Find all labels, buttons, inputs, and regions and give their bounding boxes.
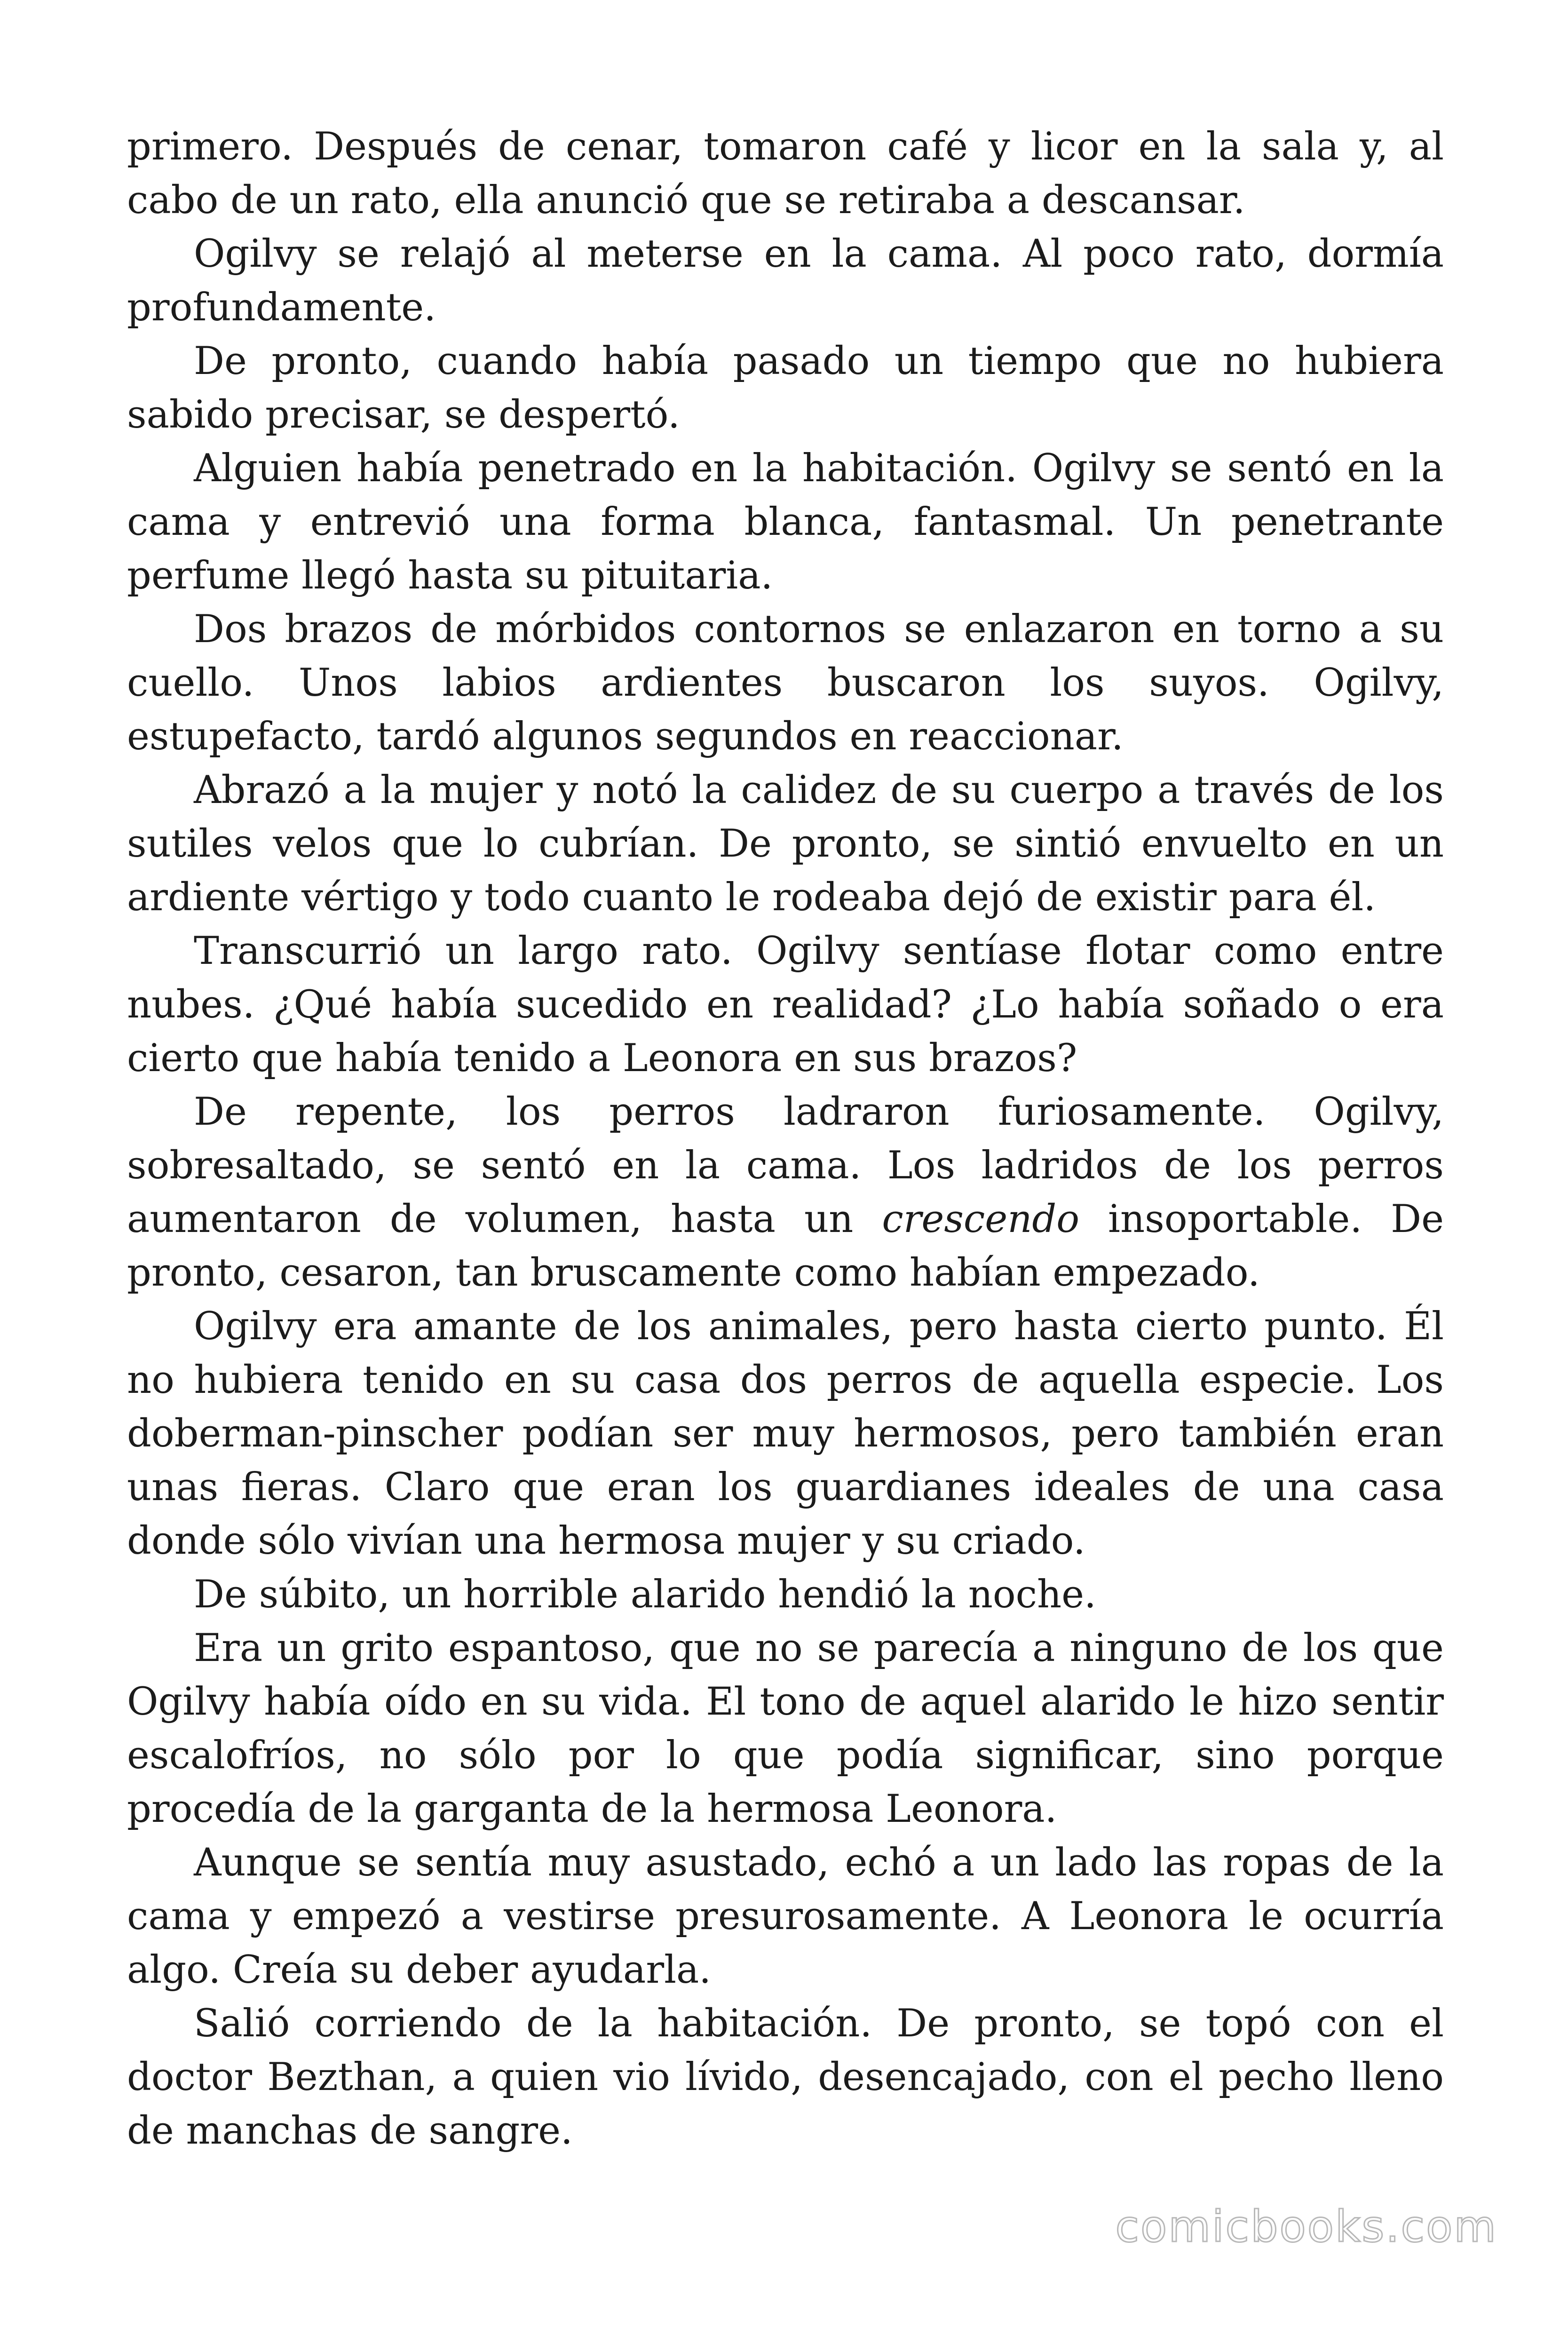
page-text: [127, 120, 1444, 2158]
paragraph-text: Transcurrió un largo rato. Ogilvy sentíase flotar como entre nubes. ¿Qué había sucedido en realidad? ¿Lo había soñado o era cierto que había tenido a Leonora en sus brazos?: [127, 929, 1444, 1081]
paragraph-1: [127, 120, 1444, 227]
paragraph-13: [127, 1997, 1444, 2158]
paragraph-text: Ogilvy era amante de los animales, pero hasta cierto punto. Él no hubiera tenido en su casa dos perros de aquella especie. Los doberman-pinscher podían ser muy hermosos, pero también eran unas fieras. Claro que eran los guardianes ideales de una casa donde sólo vivían una hermosa mujer y su criado.: [127, 1304, 1444, 1563]
paragraph-text: Salió corriendo de la habitación. De pronto, se topó con el doctor Bezthan, a quien vio lívido, desencajado, con el pecho lleno de manchas de sangre.: [127, 2002, 1444, 2153]
paragraph-7: [127, 924, 1444, 1085]
paragraph-5: [127, 603, 1444, 763]
paragraph-text: Alguien había penetrado en la habitación. Ogilvy se sentó en la cama y entrevió una forma blanca, fantasmal. Un penetrante perfume llegó hasta su pituitaria.: [127, 446, 1444, 598]
italic-word: crescendo: [882, 1197, 1080, 1241]
paragraph-text: De súbito, un horrible alarido hendió la noche.: [194, 1573, 1096, 1617]
paragraph-text: Era un grito espantoso, que no se parecía a ninguno de los que Ogilvy había oído en su vida. El tono de aquel alarido le hizo sentir escalofríos, no sólo por lo que podía significar, sino porque procedía de la garganta de la hermosa Leonora.: [127, 1626, 1444, 1831]
paragraph-text: Ogilvy se relajó al meterse en la cama. Al poco rato, dormía profundamente.: [127, 232, 1444, 330]
paragraph-text: Abrazó a la mujer y notó la calidez de su cuerpo a través de los sutiles velos que lo cubrían. De pronto, se sintió envuelto en un ardiente vértigo y todo cuanto le rodeaba dejó de existir para él.: [127, 768, 1444, 920]
paragraph-2: [127, 227, 1444, 334]
paragraph-12: [127, 1836, 1444, 1997]
paragraph-text: De pronto, cuando había pasado un tiempo que no hubiera sabido precisar, se despertó.: [127, 339, 1444, 437]
paragraph-9: [127, 1300, 1444, 1568]
paragraph-text: primero. Después de cenar, tomaron café y licor en la sala y, al cabo de un rato, ella anunció que se retiraba a descansar.: [127, 125, 1444, 222]
paragraph-text: De repente, los perros ladraron furiosamente. Ogilvy, sobresaltado, se sentó en la cama. Los ladridos de los perros aumentaron de volumen, hasta un: [127, 1090, 1444, 1241]
paragraph-6: [127, 763, 1444, 924]
paragraph-10: [127, 1568, 1444, 1621]
paragraph-3: [127, 334, 1444, 442]
paragraph-text: Aunque se sentía muy asustado, echó a un lado las ropas de la cama y empezó a vestirse presurosamente. A Leonora le ocurría algo. Creía su deber ayudarla.: [127, 1841, 1444, 1992]
paragraph-4: [127, 442, 1444, 603]
watermark-logo: comicbooks.com: [1115, 2201, 1497, 2252]
paragraph-8: [127, 1085, 1444, 1300]
paragraph-text: insoportable. De pronto, cesaron, tan bruscamente como habían empezado.: [127, 1197, 1444, 1295]
paragraph-11: [127, 1621, 1444, 1836]
paragraph-text: Dos brazos de mórbidos contornos se enlazaron en torno a su cuello. Unos labios ardientes buscaron los suyos. Ogilvy, estupefacto, tardó algunos segundos en reaccionar.: [127, 607, 1444, 759]
